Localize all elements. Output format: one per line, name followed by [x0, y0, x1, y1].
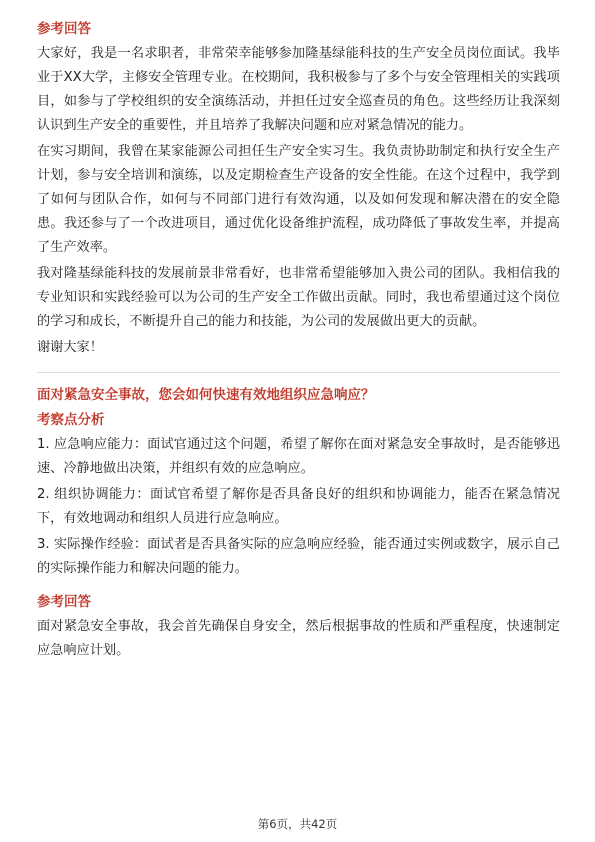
- reference-answer-heading: 参考回答: [37, 594, 91, 610]
- answer-paragraph: 面对紧急安全事故，我会首先确保自身安全，然后根据事故的性质和严重程度，快速制定应急响应计划。: [37, 619, 560, 658]
- analysis-heading: 考察点分析: [37, 412, 105, 428]
- answer-paragraph: 在实习期间，我曾在某家能源公司担任生产安全实习生。我负责协助制定和执行安全生产计划，参与安全培训和演练，以及定期检查生产设备的安全性能。在这个过程中，我学到了如何与团队合作，如何与不同部门进行有效沟通，以及如何发现和解决潜在的安全隐患。我还参与了一个改进项目，通过优化设备维护流程，成功降低了事故发生率，并提高了生产效率。: [37, 144, 560, 255]
- section-divider: [37, 372, 560, 373]
- answer-closing: 谢谢大家！: [37, 340, 103, 355]
- analysis-point: 3. 实际操作经验：面试者是否具备实际的应急响应经验，能否通过实例或数字，展示自己的实际操作能力和解决问题的能力。: [37, 537, 560, 576]
- analysis-point: 2. 组织协调能力：面试官希望了解你是否具备良好的组织和协调能力，能否在紧急情况下，有效地调动和组织人员进行应急响应。: [37, 487, 560, 526]
- answer-paragraph: 我对隆基绿能科技的发展前景非常看好，也非常希望能够加入贵公司的团队。我相信我的专业知识和实践经验可以为公司的生产安全工作做出贡献。同时，我也希望通过这个岗位的学习和成长，不断提升自己的能力和技能，为公司的发展做出更大的贡献。: [37, 266, 560, 329]
- reference-answer-heading: 参考回答: [37, 21, 91, 37]
- document-page: [37, 20, 560, 665]
- page-number: 第6页，共42页: [257, 817, 338, 831]
- analysis-point: 1. 应急响应能力：面试官通过这个问题，希望了解你在面对紧急安全事故时，是否能够迅速、冷静地做出决策，并组织有效的应急响应。: [37, 437, 560, 476]
- answer-paragraph: 大家好，我是一名求职者，非常荣幸能够参加隆基绿能科技的生产安全员岗位面试。我毕业于XX大学，主修安全管理专业。在校期间，我积极参与了多个与安全管理相关的实践项目，如参与了学校组织的安全演练活动，并担任过安全巡查员的角色。这些经历让我深刻认识到生产安全的重要性，并且培养了我解决问题和应对紧急情况的能力。: [37, 46, 560, 133]
- spacer: [37, 583, 560, 593]
- question-heading: 面对紧急安全事故，您会如何快速有效地组织应急响应？: [37, 387, 375, 403]
